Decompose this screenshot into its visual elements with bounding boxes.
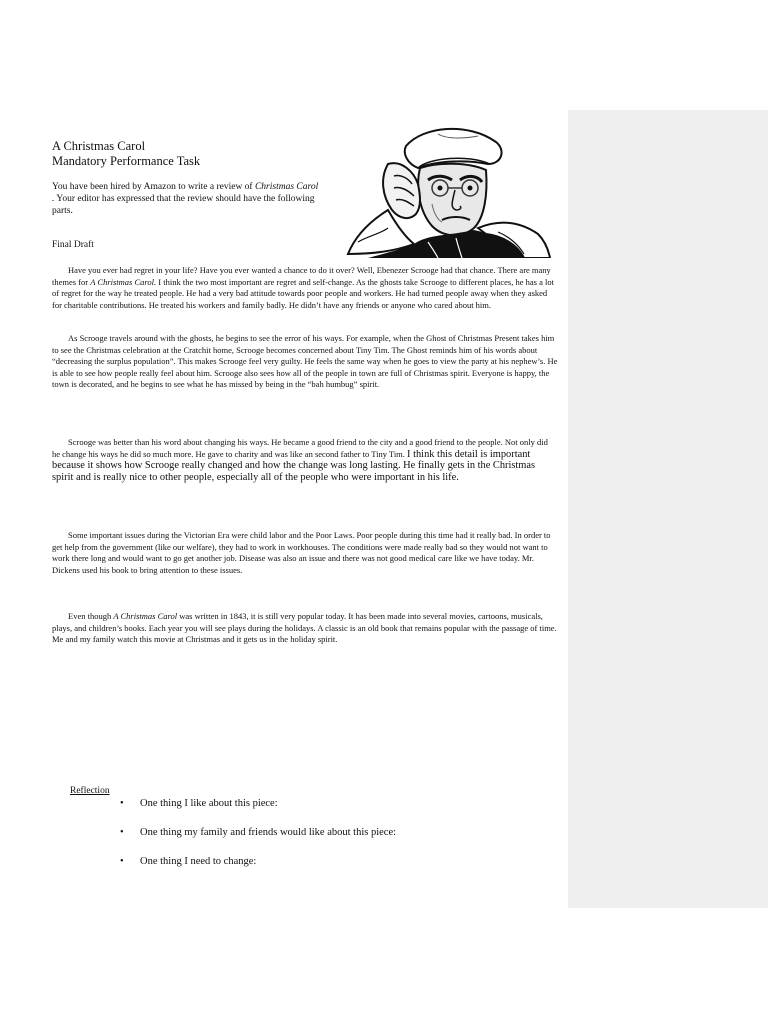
paragraph-1-a: Have you ever had regret in your life? Have you ever wanted a chance to do it over? Well, Ebenezer Scrooge had that chance. There are many themes for (52, 265, 551, 287)
title-line-2: Mandatory Performance Task (52, 154, 201, 168)
reflection-list (116, 797, 396, 884)
paragraph-5-a: Even though (68, 611, 112, 621)
paragraph-3-a: Scrooge was better than his word about changing his ways. He became a good friend to the city and a good friend to the people. Not only did he change his ways he did so much more. He gave to charity and was like an second father to Tiny Tim. (52, 437, 548, 459)
reflection-item-3 (116, 855, 396, 884)
paragraph-4: Some important issues during the Victorian Era were child labor and the Poor Laws. Poor people during this time had it really bad. In order to get help from the government (like our welfare), they had to work in workhouses. The conditions were made really bad so they would not want to work there long and would want to go get another job. Disease was also an issue and there was not good medical care like we have today. Mr. Dickens used his book to bring attention to these issues. (52, 530, 551, 575)
bullet-icon: • (120, 798, 124, 809)
intro-text (52, 181, 320, 217)
paragraph-1 (52, 265, 558, 311)
paragraph-5-c: was written in 1843, it is still very popular today. It has been made into several movies, cartoons, musicals, plays, and children’s books. Each year you will see plays during the holidays. A classic is an old book that remains popular with the passage of time. Me and my family watch this movie at Christmas and it gets us in the holiday spirit. (52, 611, 557, 645)
paragraph-5 (52, 611, 558, 646)
reflection-item-3-text: One thing I need to change: (140, 856, 257, 867)
reflection-heading: Reflection (70, 786, 110, 796)
paragraph-1-c: I think the two most important are regret and self-change. As the ghosts take Scrooge to different places, he has a lot of regret for the way he treated people. He had a very bad attitude towards poor people and workers. He had turned people away when they asked for charitable contributions. He treated his workers and family badly. He didn’t have any friends or anyone who cared about him. (52, 276, 554, 310)
paragraph-5-book-title: A Christmas Carol (113, 611, 178, 621)
scrooge-illustration (328, 124, 554, 258)
reflection-item-1 (116, 797, 396, 826)
title-line-1: A Christmas Carol (52, 139, 146, 153)
paragraph-2: As Scrooge travels around with the ghosts, he begins to see the error of his ways. For example, when the Ghost of Christmas Present takes him to see the Christmas celebration at the Cratchit home, Scrooge becomes concerned about Tiny Tim. The Ghost reminds him of his words about “decreasing the surplus population”. This makes Scrooge feel very guilty. He feels the same way when he goes to view the party at his nephew’s. He is able to see how people really feel about him. Scrooge also sees how all of the people in town are full of Christmas spirit. Everyone is happy, the town is decorated, and he begins to see what he has missed by being in the “bah humbug” spirit. (52, 333, 558, 390)
intro-book-title: Christmas Carol . (52, 182, 319, 204)
paragraph-3 (52, 437, 558, 483)
reflection-item-1-text: One thing I like about this piece: (140, 798, 278, 809)
comment-margin-pane (568, 110, 768, 908)
intro-text-2: Your editor has expressed that the review should have the following parts. (52, 194, 315, 216)
bullet-icon: • (120, 856, 124, 867)
paragraph-1-book-title: A Christmas Carol. (90, 276, 157, 287)
paragraph-3-b: I think this detail is important because it shows how Scrooge really changed and how the change was long lasting. He finally gets in the Christmas spirit and is really nice to other people, especially all of the people who were important in his life. (52, 448, 536, 483)
intro-text-1: You have been hired by Amazon to write a review of (52, 182, 253, 192)
bullet-icon: • (120, 827, 124, 838)
reflection-item-2-text: One thing my family and friends would like about this piece: (140, 827, 397, 838)
reflection-item-2 (116, 826, 396, 855)
final-draft-label: Final Draft (52, 240, 94, 250)
document-title (52, 139, 200, 169)
